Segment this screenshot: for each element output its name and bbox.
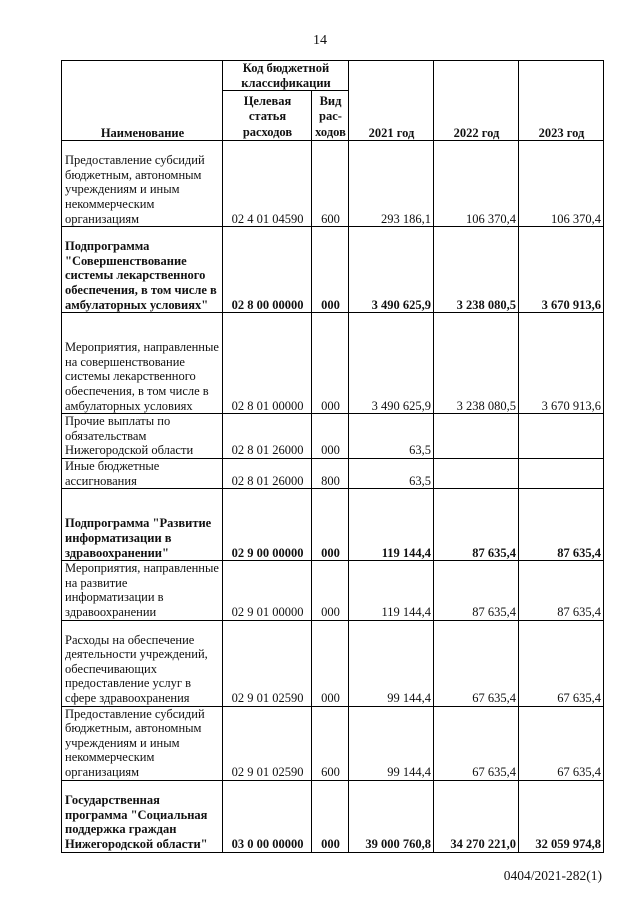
row-target-code: 02 8 00 00000 — [223, 227, 312, 313]
row-name: Мероприятия, направленные на совершенствование системы лекарственного обеспечения, в том числе в амбулаторных условиях — [62, 313, 223, 414]
header-name: Наименование — [62, 61, 223, 141]
row-target-code: 02 4 01 04590 — [223, 141, 312, 227]
row-target-code: 02 8 01 26000 — [223, 458, 312, 488]
row-expense-type: 000 — [312, 414, 349, 459]
row-value-2022: 67 635,4 — [434, 620, 519, 706]
row-value-2021: 119 144,4 — [349, 489, 434, 561]
row-expense-type: 000 — [312, 489, 349, 561]
row-name: Подпрограмма "Развитие информатизации в здравоохранении" — [62, 489, 223, 561]
row-name: Прочие выплаты по обязательствам Нижегородской области — [62, 414, 223, 459]
table-row — [62, 706, 604, 780]
row-value-2022: 87 635,4 — [434, 489, 519, 561]
table-row — [62, 458, 604, 488]
header-expense-type: Вид рас-ходов — [312, 91, 349, 141]
page-number: 14 — [313, 33, 327, 48]
row-expense-type: 000 — [312, 620, 349, 706]
row-name: Подпрограмма "Совершенствование системы лекарственного обеспечения, в том числе в амбулаторных условиях" — [62, 227, 223, 313]
row-value-2021: 63,5 — [349, 414, 434, 459]
row-expense-type: 600 — [312, 141, 349, 227]
row-name: Расходы на обеспечение деятельности учреждений, обеспечивающих предоставление услуг в сфере здравоохранения — [62, 620, 223, 706]
row-value-2022: 106 370,4 — [434, 141, 519, 227]
row-target-code: 02 8 01 26000 — [223, 414, 312, 459]
row-value-2022 — [434, 458, 519, 488]
row-value-2023 — [519, 458, 604, 488]
document-code: 0404/2021-282(1) — [503, 868, 602, 883]
row-value-2021: 3 490 625,9 — [349, 313, 434, 414]
header-code-group: Код бюджетной классификации — [223, 61, 349, 91]
row-value-2023: 3 670 913,6 — [519, 227, 604, 313]
row-value-2023: 106 370,4 — [519, 141, 604, 227]
row-value-2021: 3 490 625,9 — [349, 227, 434, 313]
row-expense-type: 000 — [312, 227, 349, 313]
row-value-2023: 67 635,4 — [519, 620, 604, 706]
row-target-code: 03 0 00 00000 — [223, 780, 312, 852]
row-value-2021: 63,5 — [349, 458, 434, 488]
table-row — [62, 620, 604, 706]
row-name: Мероприятия, направленные на развитие информатизации в здравоохранении — [62, 561, 223, 620]
header-2021: 2021 год — [349, 61, 434, 141]
row-expense-type: 800 — [312, 458, 349, 488]
row-target-code: 02 9 01 02590 — [223, 706, 312, 780]
table-row — [62, 561, 604, 620]
row-value-2022: 67 635,4 — [434, 706, 519, 780]
row-value-2022: 34 270 221,0 — [434, 780, 519, 852]
row-target-code: 02 9 01 00000 — [223, 561, 312, 620]
row-target-code: 02 8 01 00000 — [223, 313, 312, 414]
budget-table — [61, 60, 604, 853]
row-value-2021: 39 000 760,8 — [349, 780, 434, 852]
row-value-2021: 119 144,4 — [349, 561, 434, 620]
row-value-2021: 293 186,1 — [349, 141, 434, 227]
table-row — [62, 313, 604, 414]
row-expense-type: 600 — [312, 706, 349, 780]
row-value-2023 — [519, 414, 604, 459]
table-row — [62, 414, 604, 459]
table-row — [62, 780, 604, 852]
row-value-2021: 99 144,4 — [349, 620, 434, 706]
header-2022: 2022 год — [434, 61, 519, 141]
row-expense-type: 000 — [312, 313, 349, 414]
row-expense-type: 000 — [312, 780, 349, 852]
row-expense-type: 000 — [312, 561, 349, 620]
row-name: Государственная программа "Социальная поддержка граждан Нижегородской области" — [62, 780, 223, 852]
row-value-2023: 3 670 913,6 — [519, 313, 604, 414]
row-value-2022: 87 635,4 — [434, 561, 519, 620]
row-value-2023: 32 059 974,8 — [519, 780, 604, 852]
table-row — [62, 141, 604, 227]
row-name: Иные бюджетные ассигнования — [62, 458, 223, 488]
row-value-2022: 3 238 080,5 — [434, 227, 519, 313]
table-body — [62, 141, 604, 852]
row-name: Предоставление субсидий бюджетным, автономным учреждениям и иным некоммерческим организациям — [62, 706, 223, 780]
row-target-code: 02 9 01 02590 — [223, 620, 312, 706]
row-target-code: 02 9 00 00000 — [223, 489, 312, 561]
row-value-2022 — [434, 414, 519, 459]
row-name: Предоставление субсидий бюджетным, автономным учреждениям и иным некоммерческим организациям — [62, 141, 223, 227]
table-row — [62, 227, 604, 313]
header-2023: 2023 год — [519, 61, 604, 141]
row-value-2022: 3 238 080,5 — [434, 313, 519, 414]
header-target-article: Целевая статья расходов — [223, 91, 312, 141]
row-value-2021: 99 144,4 — [349, 706, 434, 780]
row-value-2023: 87 635,4 — [519, 489, 604, 561]
row-value-2023: 87 635,4 — [519, 561, 604, 620]
table-row — [62, 489, 604, 561]
row-value-2023: 67 635,4 — [519, 706, 604, 780]
